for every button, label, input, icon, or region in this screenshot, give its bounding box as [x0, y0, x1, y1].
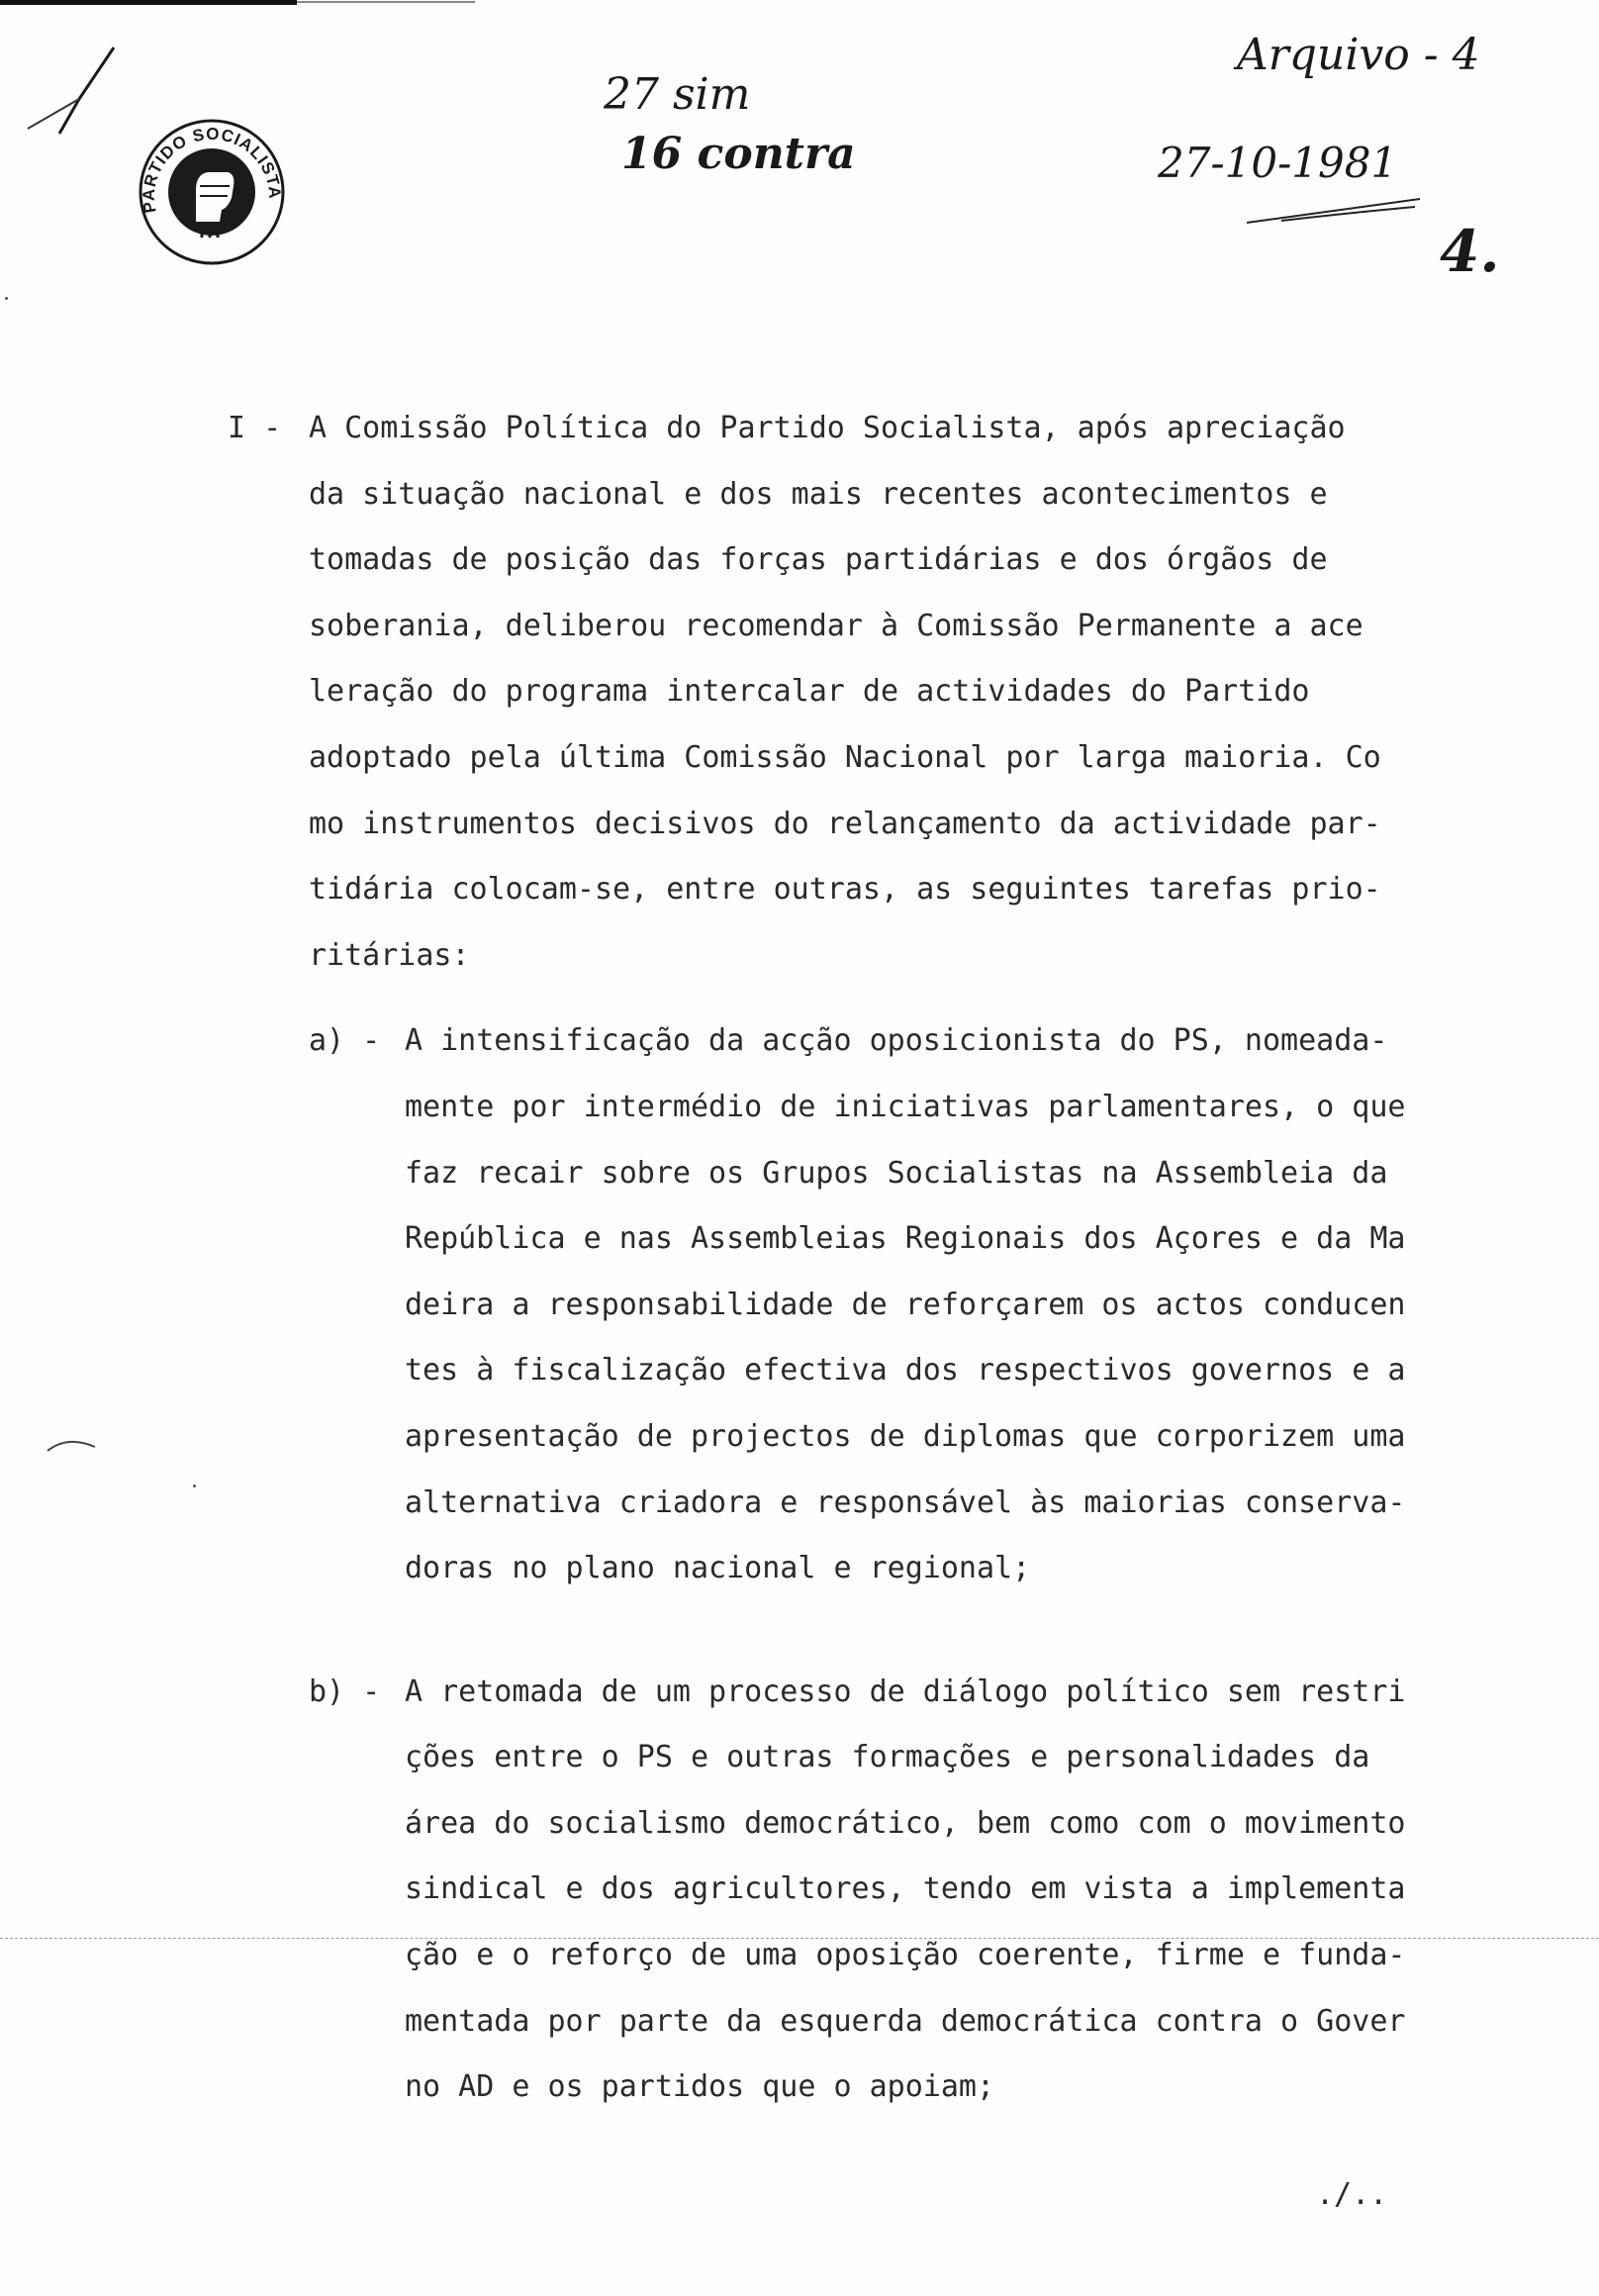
item-marker: a) -: [309, 1023, 381, 1059]
section-numeral: I -: [228, 411, 282, 445]
text-line: alternativa criadora e responsável às maiorias conserva-: [405, 1484, 1406, 1520]
section-i: [228, 396, 1514, 989]
stray-mark: [44, 1435, 103, 1455]
item-marker: b) -: [309, 1674, 381, 1709]
stray-dot: [193, 1484, 196, 1487]
stray-dot: [5, 297, 8, 300]
text-line: área do socialismo democrático, bem como com o movimento: [405, 1805, 1406, 1841]
date-annotation: 27-10-1981: [1158, 139, 1398, 187]
text-line: sindical e dos agricultores, tendo em vista a implementa: [405, 1871, 1406, 1907]
text-line: A retomada de um processo de diálogo político sem restri: [405, 1674, 1406, 1709]
text-line: ção e o reforço de uma oposição coerente, firme e funda-: [405, 1938, 1406, 1973]
scan-edge-mark: [297, 1, 475, 3]
scan-edge-mark: [0, 0, 297, 5]
text-line: ritárias:: [309, 937, 470, 973]
page-number: 4.: [1440, 218, 1500, 285]
text-line: doras no plano nacional e regional;: [405, 1551, 1031, 1586]
item-b: [309, 1660, 1514, 2121]
underline-mark: [1242, 193, 1430, 233]
text-line: no AD e os partidos que o apoiam;: [405, 2069, 995, 2105]
vote-for-annotation: 27 sim: [604, 69, 751, 120]
text-line: mentada por parte da esquerda democrática contra o Gover: [405, 2003, 1406, 2039]
continuation-mark: ./..: [1316, 2177, 1388, 2212]
text-line: tes à fiscalização efectiva dos respectivos governos e a: [405, 1353, 1406, 1388]
party-logo: [137, 117, 287, 267]
text-line: República e nas Assembleias Regionais dos Açores e da Ma: [405, 1221, 1406, 1257]
logo-text: PARTIDO SOCIALISTA: [139, 124, 285, 215]
text-line: A Comissão Política do Partido Socialista, após apreciação: [309, 411, 1346, 445]
vote-against-annotation: 16 contra: [621, 129, 856, 179]
text-line: soberania, deliberou recomendar à Comissão Permanente a ace: [309, 608, 1364, 643]
text-line: apresentação de projectos de diplomas que corporizem uma: [405, 1418, 1406, 1454]
text-line: faz recair sobre os Grupos Socialistas na Assembleia da: [405, 1155, 1388, 1191]
text-line: mo instrumentos decisivos do relançamento da actividade par-: [309, 806, 1381, 841]
archive-annotation: Arquivo - 4: [1237, 30, 1480, 80]
text-line: mente por intermédio de iniciativas parlamentares, o que: [405, 1089, 1406, 1124]
text-line: tomadas de posição das forças partidárias e dos órgãos de: [309, 542, 1328, 578]
item-a: [309, 1008, 1514, 1601]
text-line: da situação nacional e dos mais recentes acontecimentos e: [309, 476, 1328, 512]
document-body: [228, 396, 1514, 2121]
text-line: deira a responsabilidade de reforçarem os actos conducen: [405, 1287, 1406, 1322]
text-line: adoptado pela última Comissão Nacional por larga maioria. Co: [309, 739, 1381, 775]
text-line: ções entre o PS e outras formações e personalidades da: [405, 1740, 1370, 1775]
text-line: A intensificação da acção oposicionista do PS, nomeada-: [405, 1023, 1388, 1059]
text-line: leração do programa intercalar de actividades do Partido: [309, 674, 1310, 710]
text-line: tidária colocam-se, entre outras, as seguintes tarefas prio-: [309, 872, 1381, 908]
pen-stroke-mark: [20, 40, 129, 148]
fold-line: [0, 1938, 1599, 1939]
